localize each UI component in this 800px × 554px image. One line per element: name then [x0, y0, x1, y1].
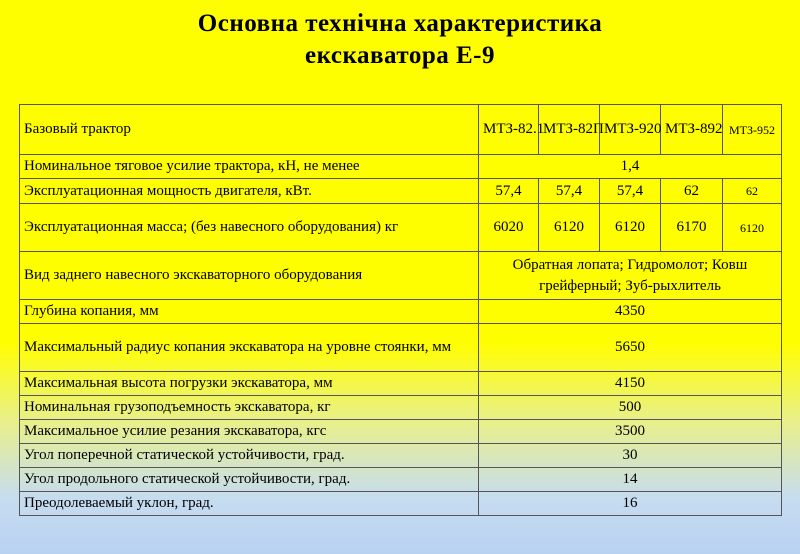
- table-row: [20, 155, 782, 179]
- row-value: 4350: [479, 300, 782, 324]
- table-row: [20, 204, 782, 252]
- table-row: [20, 444, 782, 468]
- row-value: 6020: [479, 204, 539, 252]
- row-label: Эксплуатационная мощность двигателя, кВт.: [20, 179, 479, 204]
- model-cell: МТЗ-952: [723, 105, 782, 155]
- row-label: Угол поперечной статической устойчивости, град.: [20, 444, 479, 468]
- row-value: 3500: [479, 420, 782, 444]
- row-value: 57,4: [479, 179, 539, 204]
- title-line-2: екскаватора Е-9: [305, 42, 495, 69]
- row-label: Преодолеваемый уклон, град.: [20, 492, 479, 516]
- table-row: [20, 468, 782, 492]
- model-cell: МТЗ-892: [661, 105, 723, 155]
- page-title: [0, 8, 800, 72]
- table-row: [20, 179, 782, 204]
- header-label: Базовый трактор: [20, 105, 479, 155]
- row-label: Глубина копания, мм: [20, 300, 479, 324]
- row-value: 14: [479, 468, 782, 492]
- table-header-row: [20, 105, 782, 155]
- row-value: 1,4: [479, 155, 782, 179]
- row-label: Номинальная грузоподъемность экскаватора, кг: [20, 396, 479, 420]
- row-label: Вид заднего навесного экскаваторного оборудования: [20, 252, 479, 300]
- row-value: 57,4: [539, 179, 600, 204]
- row-value: 30: [479, 444, 782, 468]
- spec-table: [19, 104, 782, 516]
- row-value: 57,4: [600, 179, 661, 204]
- model-cell: МТЗ-920: [600, 105, 661, 155]
- model-cell: МТЗ-82П: [539, 105, 600, 155]
- row-label: Эксплуатационная масса; (без навесного оборудования) кг: [20, 204, 479, 252]
- row-label: Максимальный радиус копания экскаватора на уровне стоянки, мм: [20, 324, 479, 372]
- row-value: 6170: [661, 204, 723, 252]
- row-value: 5650: [479, 324, 782, 372]
- row-value: 62: [661, 179, 723, 204]
- row-value: 6120: [600, 204, 661, 252]
- row-label: Номинальное тяговое усилие трактора, кН, не менее: [20, 155, 479, 179]
- row-label: Максимальная высота погрузки экскаватора, мм: [20, 372, 479, 396]
- row-label: Максимальное усилие резания экскаватора, кгс: [20, 420, 479, 444]
- row-value: Обратная лопата; Гидромолот; Ковш грейферный; Зуб-рыхлитель: [479, 252, 782, 300]
- table-row: [20, 300, 782, 324]
- row-value: 6120: [723, 204, 782, 252]
- title-line-1: Основна технічна характеристика: [197, 10, 603, 37]
- table-row: [20, 396, 782, 420]
- table-row: [20, 492, 782, 516]
- row-value: 62: [723, 179, 782, 204]
- model-cell: МТЗ-82.1: [479, 105, 539, 155]
- row-label: Угол продольного статической устойчивости, град.: [20, 468, 479, 492]
- row-value: 6120: [539, 204, 600, 252]
- row-value: 16: [479, 492, 782, 516]
- row-value: 500: [479, 396, 782, 420]
- table-row: [20, 324, 782, 372]
- table-row: [20, 252, 782, 300]
- table-row: [20, 372, 782, 396]
- row-value: 4150: [479, 372, 782, 396]
- table-row: [20, 420, 782, 444]
